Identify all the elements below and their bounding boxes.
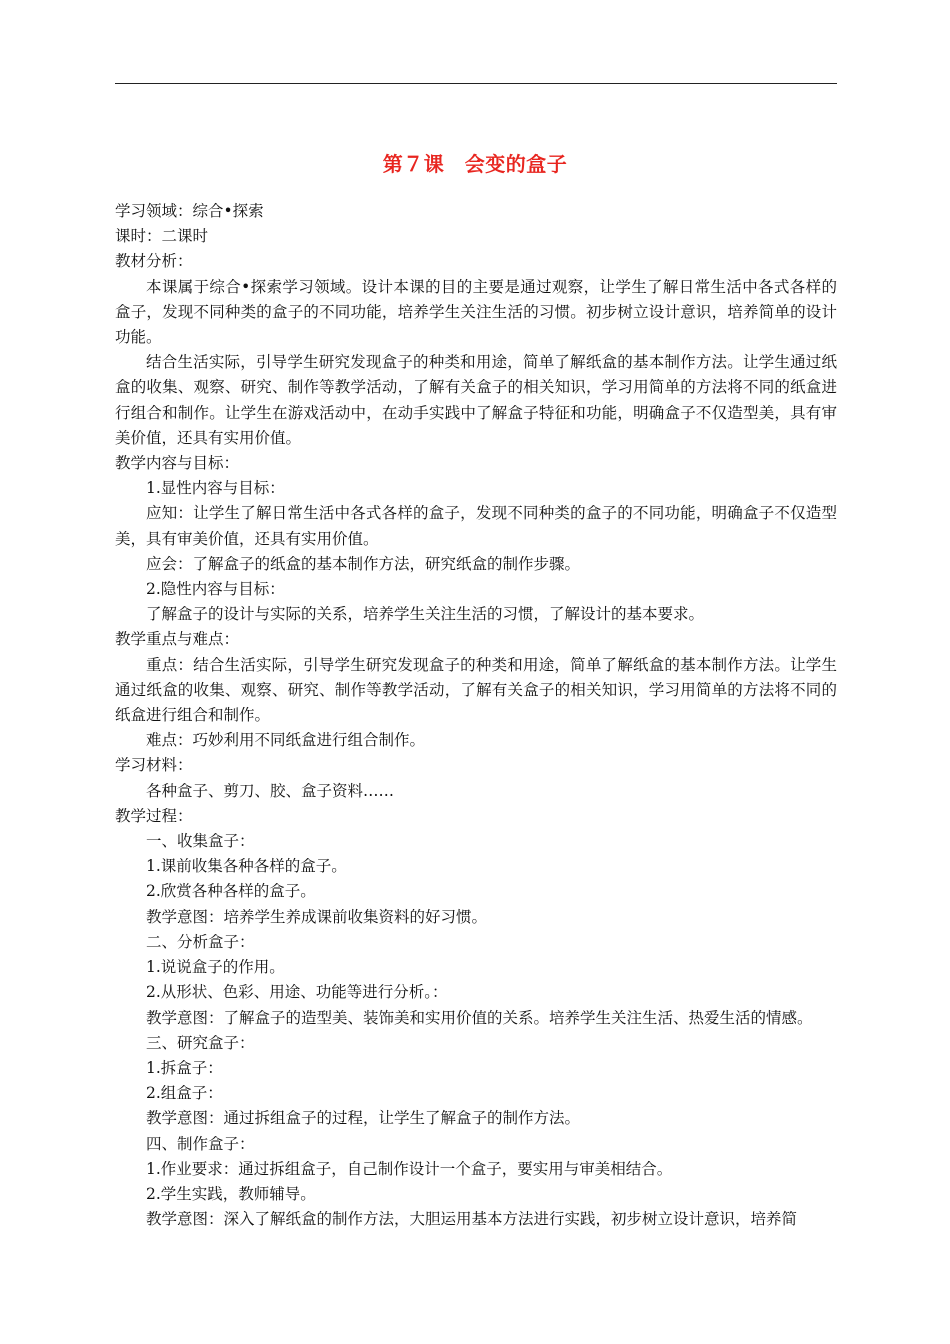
paragraph: 1.课前收集各种各样的盒子。 — [146, 857, 347, 876]
paragraph: 应会：了解盒子的纸盒的基本制作方法，研究纸盒的制作步骤。 — [146, 554, 581, 573]
paragraph: 二、分析盒子： — [146, 932, 255, 951]
paragraph: 难点：巧妙利用不同纸盒进行组合制作。 — [146, 731, 426, 750]
paragraph: 教学意图：培养学生养成课前收集资料的好习惯。 — [146, 907, 488, 926]
paragraph: 教学意图：了解盒子的造型美、装饰美和实用价值的关系。培养学生关注生活、热爱生活的情感。 — [146, 1008, 813, 1027]
paragraph: 教学重点与难点： — [115, 630, 240, 649]
lesson-body — [115, 199, 837, 1232]
paragraph: 教学内容与目标： — [115, 454, 240, 473]
paragraph: 应知：让学生了解日常生活中各式各样的盒子，发现不同种类的盒子的不同功能，明确盒子不仅造型美，具有审美价值，还具有实用价值。 — [115, 504, 837, 548]
paragraph: 1.拆盒子： — [146, 1058, 223, 1077]
paragraph: 2.学生实践，教师辅导。 — [146, 1184, 316, 1203]
paragraph: 学习领域：综合•探索 — [115, 202, 264, 220]
paragraph: 2.从形状、色彩、用途、功能等进行分析。： — [146, 983, 448, 1002]
paragraph: 教材分析： — [115, 252, 193, 271]
paragraph: 2.组盒子： — [146, 1084, 223, 1103]
paragraph: 教学过程： — [115, 806, 193, 825]
paragraph: 结合生活实际，引导学生研究发现盒子的种类和用途，简单了解纸盒的基本制作方法。让学生通过纸盒的收集、观察、研究、制作等教学活动，了解有关盒子的相关知识，学习用简单的方法将不同的纸盒进行组合和制作。让学生在游戏活动中，在动手实践中了解盒子特征和功能，明确盒子不仅造型美，具有审美价值，还具有实用价值。 — [115, 353, 837, 447]
paragraph: 一、收集盒子： — [146, 832, 255, 851]
header-rule — [115, 83, 837, 84]
paragraph: 本课属于综合•探索学习领域。设计本课的目的主要是通过观察，让学生了解日常生活中各式各样的盒子，发现不同种类的盒子的不同功能，培养学生关注生活的习惯。初步树立设计意识，培养简单的设计功能。 — [115, 277, 837, 347]
paragraph: 教学意图：通过拆组盒子的过程，让学生了解盒子的制作方法。 — [146, 1109, 581, 1128]
paragraph: 学习材料： — [115, 756, 193, 775]
paragraph: 1.说说盒子的作用。 — [146, 958, 285, 977]
paragraph: 1.作业要求：通过拆组盒子，自己制作设计一个盒子，要实用与审美相结合。 — [146, 1159, 673, 1178]
paragraph: 重点：结合生活实际，引导学生研究发现盒子的种类和用途，简单了解纸盒的基本制作方法。让学生通过纸盒的收集、观察、研究、制作等教学活动，了解有关盒子的相关知识，学习用简单的方法将不同的纸盒进行组合和制作。 — [115, 655, 837, 725]
paragraph: 三、研究盒子： — [146, 1033, 255, 1052]
paragraph: 2.隐性内容与目标： — [146, 580, 285, 599]
paragraph: 2.欣赏各种各样的盒子。 — [146, 882, 316, 901]
paragraph: 了解盒子的设计与实际的关系，培养学生关注生活的习惯，了解设计的基本要求。 — [146, 605, 705, 624]
lesson-title: 第７课 会变的盒子 — [382, 152, 568, 176]
paragraph: 1.显性内容与目标： — [146, 479, 285, 498]
paragraph: 各种盒子、剪刀、胶、盒子资料…… — [146, 781, 395, 800]
paragraph: 四、制作盒子： — [146, 1134, 255, 1153]
paragraph: 课时：二课时 — [115, 227, 209, 246]
paragraph: 教学意图：深入了解纸盒的制作方法，大胆运用基本方法进行实践，初步树立设计意识，培养简 — [146, 1210, 798, 1229]
